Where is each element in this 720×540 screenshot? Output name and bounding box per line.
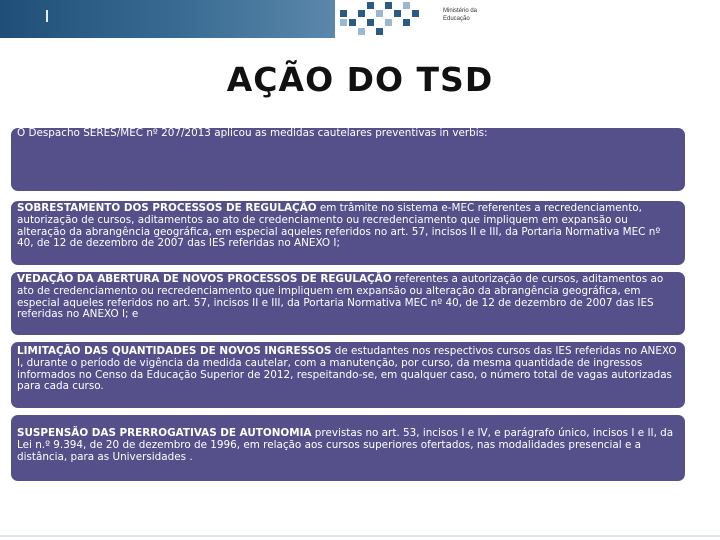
mec-logo-line2: Educação [443, 16, 470, 22]
header-blue-band [0, 0, 335, 38]
measure-lead: VEDAÇÃO DA ABERTURA DE NOVOS PROCESSOS DE REGULAÇÃO [17, 273, 392, 285]
intro-text: O Despacho SERES/MEC nº 207/2013 aplicou as medidas cautelares preventivas in verbis: [17, 127, 488, 139]
mec-squares-logo-icon [340, 2, 422, 36]
mec-logo-line1: Ministério da [443, 8, 478, 14]
measure-box-vedacao [11, 272, 685, 335]
measure-lead: LIMITAÇÃO DAS QUANTIDADES DE NOVOS INGRESSOS [17, 345, 332, 357]
header-bar [0, 0, 720, 38]
measure-text: referentes a autorização de cursos, aditamentos ao ato de credenciamento ou recredenciamento que impliquem em expansão ou alteração da abrangência geográfica, em especial aqueles referidos no art. 57, incisos II e III, da Portaria Normativa MEC nº 40, de 12 de dezembro de 2007 das IES referidas no ANEXO I; e [17, 273, 664, 321]
measure-text: de estudantes nos respectivos cursos das IES referidas no ANEXO I, durante o período de vigência da medida cautelar, com a manutenção, por curso, da mesma quantidade de ingressos informados no Censo da Educação Superior de 2012, respeitando-se, em qualquer caso, o número total de vagas autorizadas para cada curso. [17, 345, 677, 393]
measure-lead: SUSPENSÃO DAS PRERROGATIVAS DE AUTONOMIA [17, 427, 312, 439]
measure-box-suspensao [11, 415, 685, 481]
measure-paragraph [17, 346, 679, 393]
bottom-divider [0, 535, 720, 537]
measure-lead: SOBRESTAMENTO DOS PROCESSOS DE REGULAÇÃO [17, 202, 317, 214]
header-tick-mark [46, 10, 48, 22]
measure-box-sobrestamento [11, 201, 685, 265]
mec-logo-text [443, 7, 477, 23]
measure-text: em trâmite no sistema e-MEC referentes a recredenciamento, autorização de cursos, aditamentos ao ato de credenciamento ou recredenciamento que impliquem em expansão ou alteração da abrangência geográfica, em especial aqueles referidos no art. 57, incisos II e III, da Portaria Normativa MEC nº 40, de 12 de dezembro de 2007 das IES referidas no ANEXO I; [17, 202, 661, 250]
intro-box [11, 128, 685, 191]
page-title: AÇÃO DO TSD [226, 60, 494, 99]
measure-paragraph [17, 274, 679, 321]
measure-paragraph [17, 428, 679, 463]
measure-box-limitacao [11, 342, 685, 408]
measure-text: previstas no art. 53, incisos I e IV, e parágrafo único, incisos I e II, da Lei n.º 9.394, de 20 de dezembro de 1996, em relação aos cursos superiores ofertados, nas modalidades presencial e a distância, para as Universidades . [17, 427, 674, 463]
measure-paragraph [17, 203, 679, 250]
